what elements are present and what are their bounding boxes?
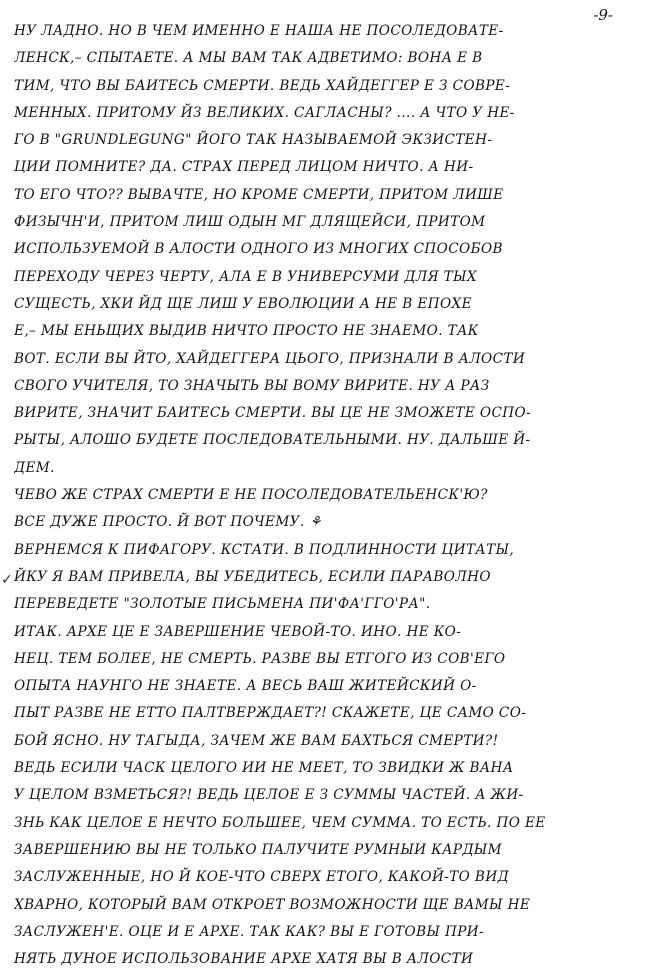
text-line: НЯТЬ ДУНОЕ ИСПОЛЬЗОВАНИЕ АРХЕ ХАТЯ ВЫ В АЛОСТИ [14, 951, 474, 968]
text-line: ВЕДЬ ЕСИЛИ ЧАСК ЦЕЛОГО ИИ НЕ МЕЕТ, ТО ЗВИДКИ Ж ВАНА [14, 760, 514, 777]
page-number: -9- [593, 6, 613, 24]
text-line: ВОТ. ЕСЛИ ВЫ ЙТО, ХАЙДЕГГЕРА ЦЬОГО, ПРИЗНАЛИ В АЛОСТИ [14, 350, 526, 367]
text-line: ФИЗЫЧН'И, ПРИТОМ ЛИШ ОДЫН МГ ДЛЯЩЕЙСИ, ПРИТОМ [14, 214, 486, 231]
text-line: У ЦЕЛОМ ВЗМЕТЬСЯ?! ВЕДЬ ЦЕЛОЕ Е З СУММЫ ЧАСТЕЙ. А ЖИ- [14, 787, 524, 804]
text-line: ВЕРНЕМСЯ К ПИФАГОРУ. КСТАТИ. В ПОДЛИННОСТИ ЦИТАТЫ, [14, 541, 515, 558]
text-line: ВСЕ ДУЖЕ ПРОСТО. Й ВОТ ПОЧЕМУ. ⚘ [14, 514, 322, 531]
text-line: ХВАРНО, КОТОРЫЙ ВАМ ОТКРОЕТ ВОЗМОЖНОСТИ ЩЕ ВАМЫ НЕ [14, 896, 531, 913]
text-line: ГО В "GRUNDLEGUNG" ЙОГО ТАК НАЗЫВАЕМОЙ ЭКЗИСТЕН- [14, 132, 493, 149]
text-line: ЗАВЕРШЕНИЮ ВЫ НЕ ТОЛЬКО ПАЛУЧИТЕ РУМНЫИ КАРДЫМ [14, 841, 502, 858]
text-line: ЛЕНСК,– СПЫТАЕТЕ. А МЫ ВАМ ТАК АДВЕТИМО: ВОНА Е В [14, 50, 483, 67]
text-line: ЗАСЛУЖЕН'Е. ОЦЕ И Е АРХЕ. ТАК КАК? ВЫ Е ГОТОВЫ ПРИ- [14, 923, 485, 940]
text-line: ТО ЕГО ЧТО?? ВЫВАЧТЕ, НО КРОМЕ СМЕРТИ, ПРИТОМ ЛИШЕ [14, 186, 504, 203]
text-line: ИТАК. АРХЕ ЦЕ Е ЗАВЕРШЕНИЕ ЧЕВОЙ-ТО. ИНО. НЕ КО- [14, 623, 462, 640]
text-line: ЧЕВО ЖЕ СТРАХ СМЕРТИ Е НЕ ПОСОЛЕДОВАТЕЛЬЕНСК'Ю? [14, 487, 488, 504]
text-line: НЕЦ. ТЕМ БОЛЕЕ, НЕ СМЕРТЬ. РАЗВЕ ВЫ ЕТГОГО ИЗ СОВ'ЕГО [14, 650, 506, 667]
text-line: ВИРИТЕ, ЗНАЧИТ БАИТЕСЬ СМЕРТИ. ВЫ ЦЕ НЕ ЗМОЖЕТЕ ОСПО- [14, 405, 532, 422]
text-line: ЙКУ Я ВАМ ПРИВЕЛА, ВЫ УБЕДИТЕСЬ, ЕСИЛИ ПАРАВОЛНО [14, 568, 491, 585]
text-line: ПЕРЕХОДУ ЧЕРЕЗ ЧЕРТУ, АЛА Е В УНИВЕРСУМИ ДЛЯ ТЫХ [14, 268, 478, 285]
handwritten-text [14, 18, 632, 973]
text-line: ТИМ, ЧТО ВЫ БАИТЕСЬ СМЕРТИ. ВЕДЬ ХАЙДЕГГЕР Е З СОВРЕ- [14, 77, 511, 94]
text-line: РЫТЫ, АЛОШО БУДЕТЕ ПОСЛЕДОВАТЕЛЬНЫМИ. НУ. ДАЛЬШЕ Й- [14, 432, 531, 449]
text-line: СУЩЕСТЬ, ХКИ ЙД ЩЕ ЛИШ У ЕВОЛЮЦИИ А НЕ В ЕПОХЕ [14, 295, 472, 312]
text-line: ПЫТ РАЗВЕ НЕ ЕТТО ПАЛТВЕРЖДАЕТ?! СКАЖЕТЕ, ЦЕ САМО СО- [14, 705, 527, 722]
margin-check-mark: ✓ [1, 572, 13, 588]
text-line: ОПЫТА НАУНГО НЕ ЗНАЕТЕ. А ВЕСЬ ВАШ ЖИТЕЙСКИЙ О- [14, 678, 477, 695]
text-line: Е,– МЫ ЕНЬЩИХ ВЫДИВ НИЧТО ПРОСТО НЕ ЗНАЕМО. ТАК [14, 323, 479, 340]
text-line: СВОГО УЧИТЕЛЯ, ТО ЗНАЧЫТЬ ВЫ ВОМУ ВИРИТЕ. НУ А РАЗ [14, 377, 490, 394]
text-line: ЦИИ ПОМНИТЕ? ДА. СТРАХ ПЕРЕД ЛИЦОМ НИЧТО. А НИ- [14, 159, 474, 176]
text-line: ПЕРЕВЕДЕТЕ "ЗОЛОТЫЕ ПИСЬМЕНА ПИ'ФА'ГГО'РА". [14, 596, 431, 613]
text-line: НУ ЛАДНО. НО В ЧЕМ ИМЕННО Е НАША НЕ ПОСОЛЕДОВАТЕ- [14, 23, 504, 39]
text-line: БОЙ ЯСНО. НУ ТАГЫДА, ЗАЧЕМ ЖЕ ВАМ БАХТЬСЯ СМЕРТИ?! [14, 732, 499, 749]
text-line: ЗАСЛУЖЕННЫЕ, НО Й КОЕ-ЧТО СВЕРХ ЕТОГО, КАКОЙ-ТО ВИД [14, 869, 510, 886]
text-line: МЕННЫХ. ПРИТОМУ ЙЗ ВЕЛИКИХ. САГЛАСНЫ? .... А ЧТО У НЕ- [14, 104, 515, 121]
text-line: ДЕМ. [14, 459, 55, 476]
text-line: ИСПОЛЬЗУЕМОЙ В АЛОСТИ ОДНОГО ИЗ МНОГИХ СПОСОБОВ [14, 241, 503, 258]
text-line: ЗНЬ КАК ЦЕЛОЕ Е НЕЧТО БОЛЬШЕЕ, ЧЕМ СУММА. ТО ЕСТЬ. ПО ЕЕ [14, 814, 546, 831]
